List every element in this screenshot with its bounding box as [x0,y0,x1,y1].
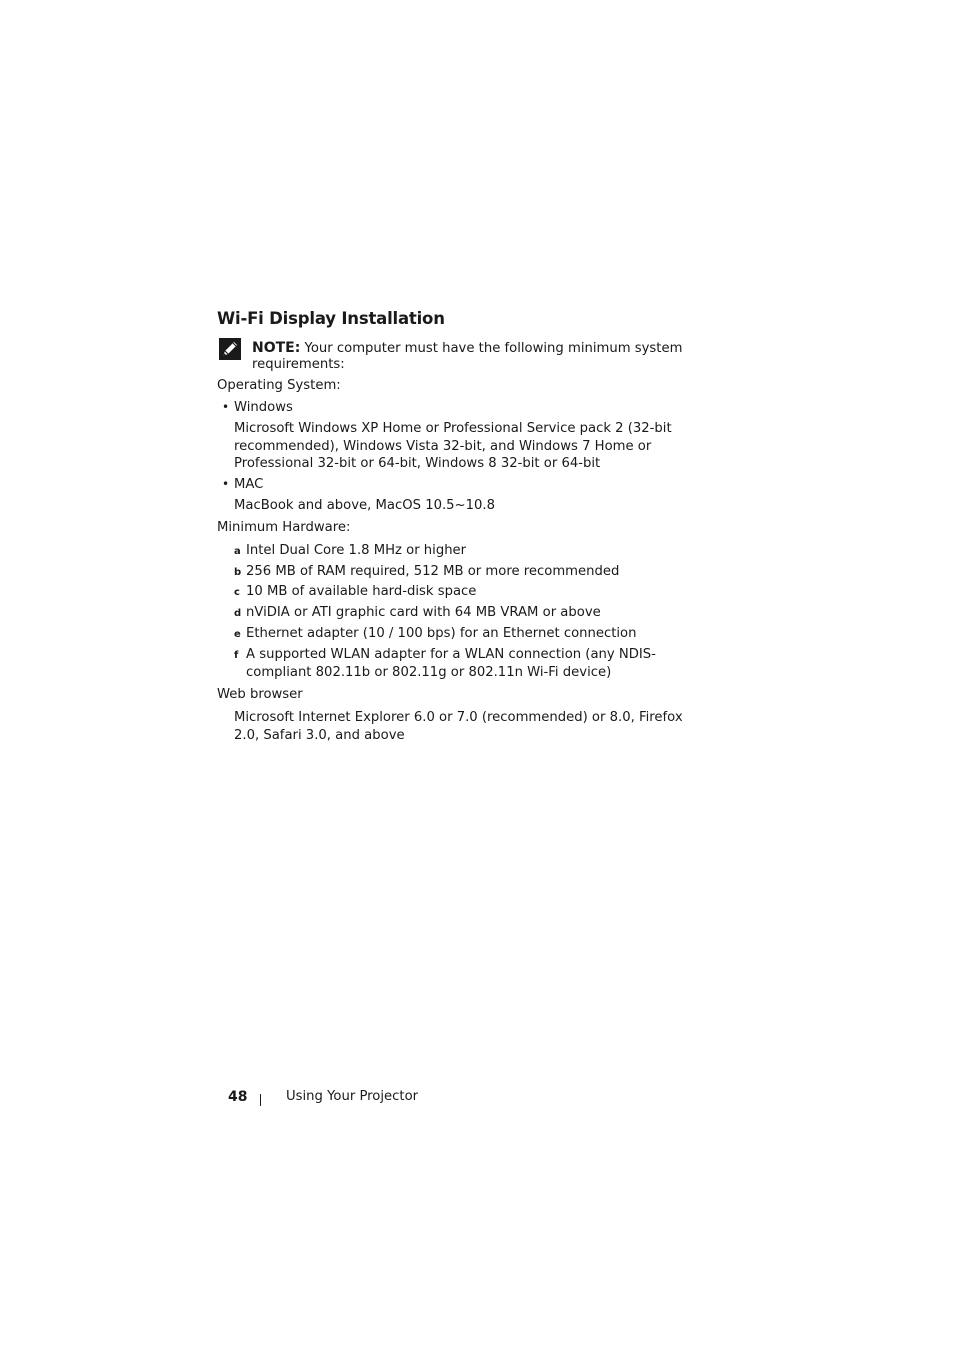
hardware-letter-c: c [234,587,240,598]
hardware-item-d: nViDIA or ATI graphic card with 64 MB VRAM or above [246,605,601,620]
footer-section-title: Using Your Projector [286,1089,419,1104]
os-windows-detail: Microsoft Windows XP Home or Professional Service pack 2 (32-bit recommended), Windows Vista 32-bit, and Windows 7 Home or Professional 32-bit or 64-bit, Windows 8 32-bit or 64-bit [234,421,672,471]
os-mac-title: MAC [234,477,264,492]
page-number: 48 [228,1089,248,1105]
os-label: Operating System: [217,378,341,393]
browser-label: Web browser [217,687,303,702]
note-text [252,340,712,373]
os-windows-title: Windows [234,400,293,415]
bullet-mac: • [222,477,230,491]
hardware-item-a: Intel Dual Core 1.8 MHz or higher [246,543,467,558]
note-label: NOTE: [252,340,301,356]
hardware-letter-e: e [234,629,241,640]
hardware-letter-a: a [234,546,241,557]
hardware-label: Minimum Hardware: [217,520,351,535]
footer-separator [260,1094,261,1106]
hardware-item-f: A supported WLAN adapter for a WLAN connection (any NDIS-compliant 802.11b or 802.11g or 802.11n Wi-Fi device) [246,647,656,680]
hardware-item-e: Ethernet adapter (10 / 100 bps) for an Ethernet connection [246,626,637,641]
hardware-item-b: 256 MB of RAM required, 512 MB or more recommended [246,564,620,579]
hardware-letter-b: b [234,567,242,578]
hardware-letter-d: d [234,608,242,619]
hardware-letter-f: f [234,650,239,661]
browser-detail: Microsoft Internet Explorer 6.0 or 7.0 (recommended) or 8.0, Firefox 2.0, Safari 3.0, and above [234,710,683,743]
pencil-note-icon [219,338,241,360]
os-mac-detail: MacBook and above, MacOS 10.5~10.8 [234,498,495,513]
hardware-item-c: 10 MB of available hard-disk space [246,584,477,599]
note-body: Your computer must have the following minimum system requirements: [252,341,683,372]
bullet-windows: • [222,400,230,414]
section-heading: Wi-Fi Display Installation [217,309,445,328]
